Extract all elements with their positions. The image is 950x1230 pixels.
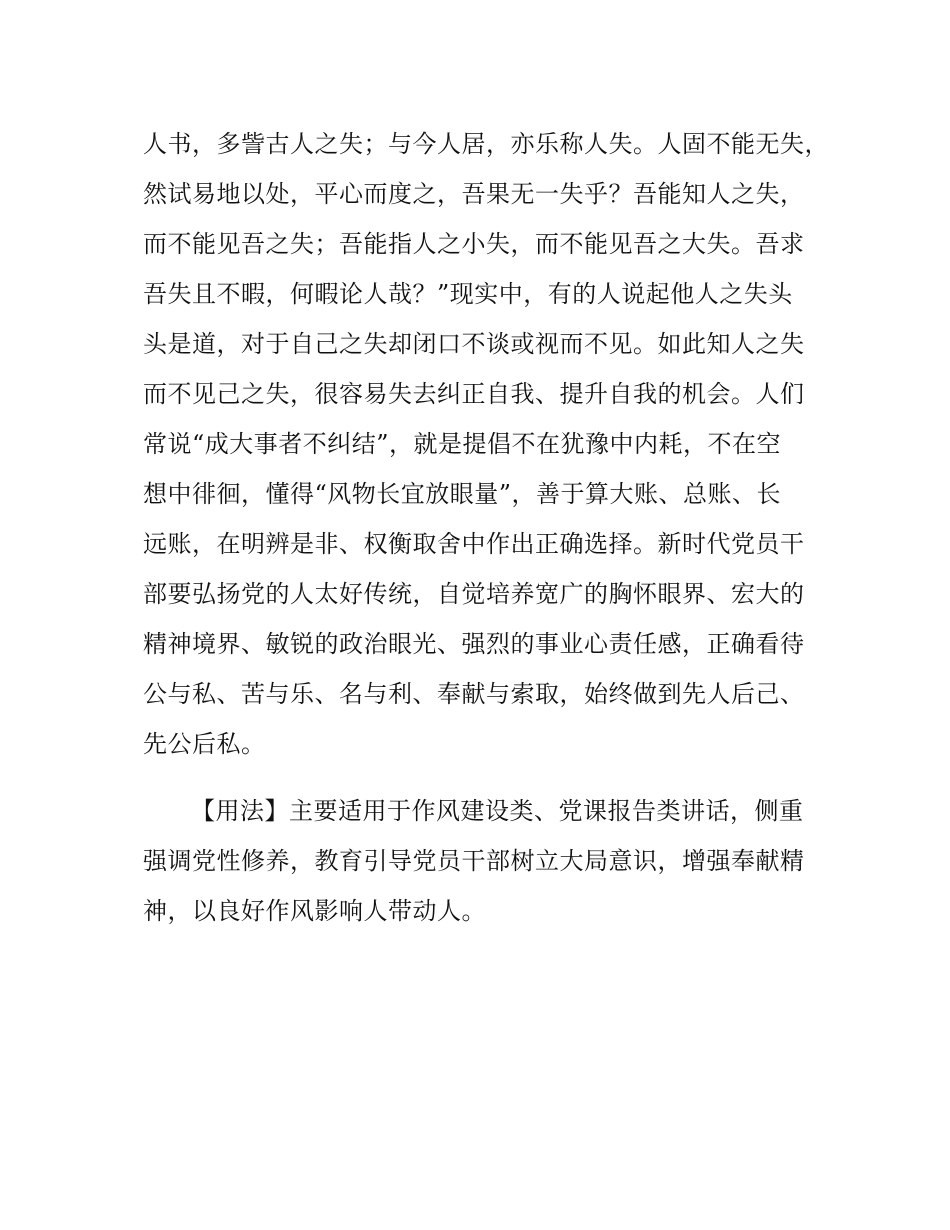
paragraph-line: 想中徘徊，懂得“风物长宜放眼量”，善于算大账、总账、长 [143, 480, 782, 508]
paragraph-line: 头是道，对于自己之失却闭口不谈或视而不见。如此知人之失 [143, 330, 805, 358]
paragraph-line: 部要弘扬党的人太好传统，自觉培养宽广的胸怀眼界、宏大的 [143, 580, 805, 608]
paragraph-line: 【用法】主要适用于作风建设类、党课报告类讲话，侧重 [191, 797, 804, 825]
paragraph-line: 强调党性修养，教育引导党员干部树立大局意识，增强奉献精 [143, 847, 805, 875]
paragraph-line: 远账，在明辨是非、权衡取舍中作出正确选择。新时代党员干 [143, 530, 805, 558]
paragraph-line: 常说“成大事者不纠结”，就是提倡不在犹豫中内耗，不在空 [143, 430, 782, 458]
paragraph-line: 公与私、苦与乐、名与利、奉献与索取，始终做到先人后己、 [143, 680, 805, 708]
paragraph-line: 神，以良好作风影响人带动人。 [143, 897, 486, 925]
paragraph-line: 先公后私。 [143, 730, 266, 758]
paragraph-line: 而不见己之失，很容易失去纠正自我、提升自我的机会。人们 [143, 380, 805, 408]
paragraph-line: 吾失且不暇，何暇论人哉？”现实中，有的人说起他人之失头 [143, 280, 793, 308]
paragraph-line: 而不能见吾之失；吾能指人之小失，而不能见吾之大失。吾求 [143, 230, 805, 258]
paragraph-line: 精神境界、敏锐的政治眼光、强烈的事业心责任感，正确看待 [143, 630, 805, 658]
paragraph-line: 人书，多訾古人之失；与今人居，亦乐称人失。人固不能无失， [143, 130, 829, 158]
paragraph-line: 然试易地以处，平心而度之，吾果无一失乎？吾能知人之失， [143, 180, 805, 208]
